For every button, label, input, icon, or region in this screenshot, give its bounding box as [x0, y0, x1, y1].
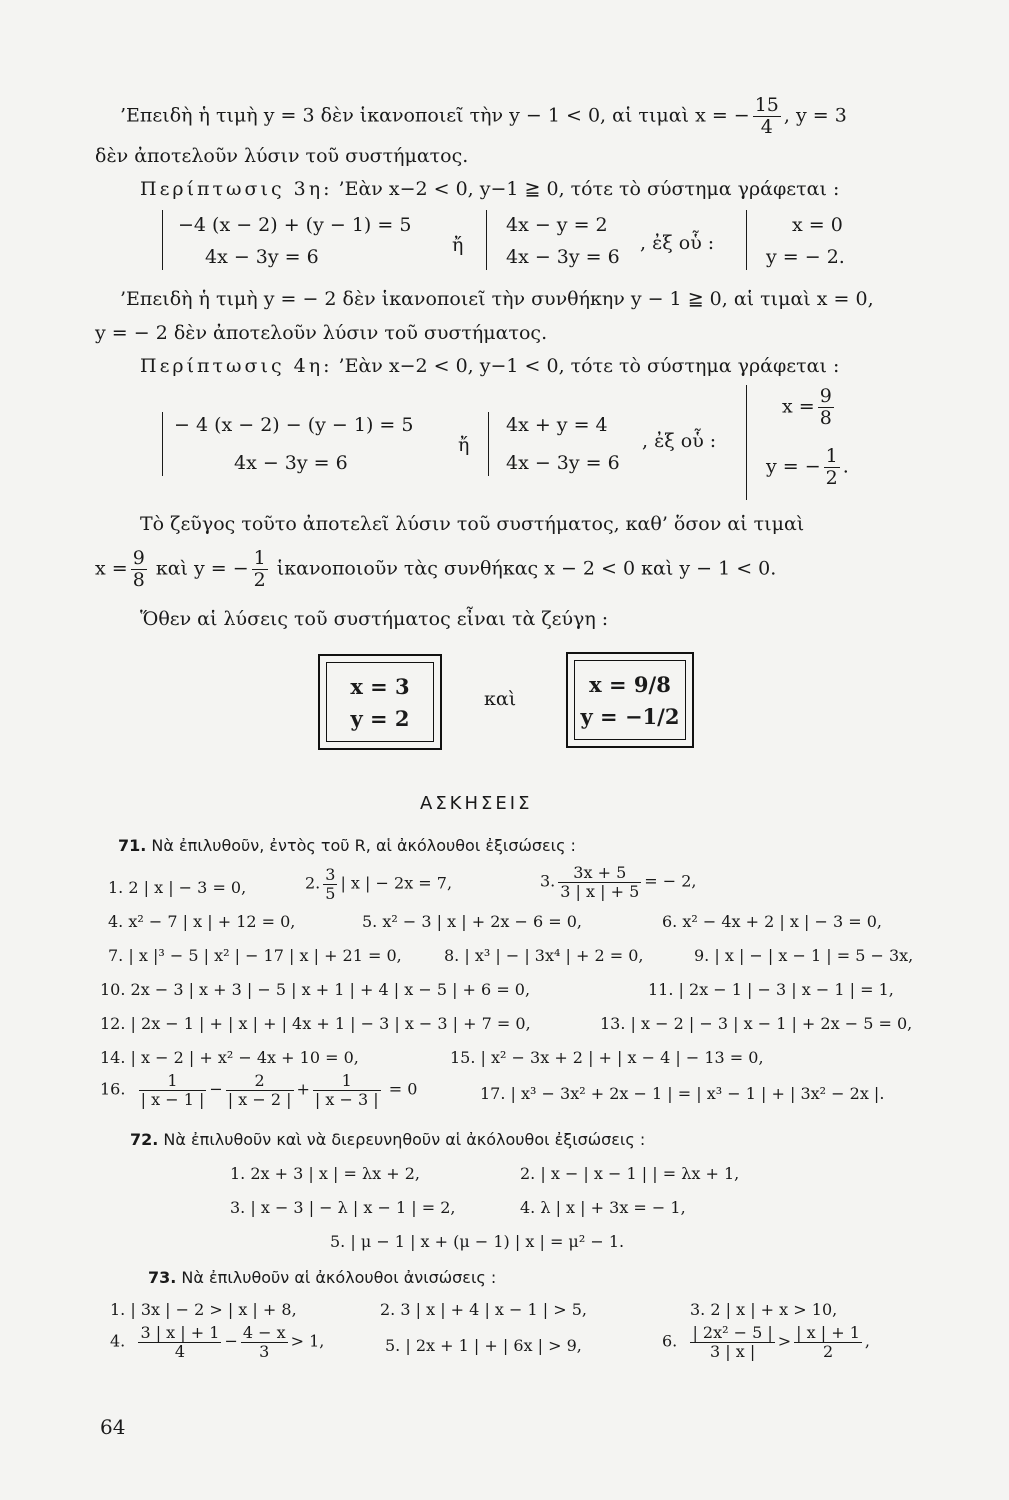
text: Νὰ ἐπιλυθοῦν αἱ ἀκόλουθοι ἀνισώσεις : — [176, 1268, 497, 1287]
text-line: ’Επειδὴ ἡ τιμὴ y = − 2 δὲν ἱκανοποιεῖ τὴν συνθήκην y − 1 ≧ 0, αἱ τιμαὶ x = 0, — [120, 288, 874, 310]
equation: 4x + y = 4 — [506, 414, 608, 436]
system-bar — [162, 210, 163, 270]
equation — [540, 864, 697, 900]
system-bar — [746, 210, 747, 270]
fraction: $\frac{4 - x}{3}$ — [242, 1323, 286, 1361]
fraction: $\frac{1}{2}$ — [825, 445, 838, 489]
text: = − 2, — [644, 871, 697, 891]
text: − — [224, 1331, 238, 1351]
text: x = — [95, 557, 128, 580]
text: y = − — [766, 455, 821, 478]
equation: −4 (x − 2) + (y − 1) = 5 — [178, 214, 412, 236]
solution-y — [766, 446, 849, 489]
case-label: Περίπτωσις 4η: — [140, 355, 333, 377]
text: Νὰ ἐπιλυθοῦν, ἐντὸς τοῦ R, αἱ ἀκόλουθοι ἐξισώσεις : — [146, 836, 576, 855]
text: > — [777, 1331, 792, 1351]
text: 6. — [662, 1331, 678, 1351]
text-line: y = − 2 δὲν ἀποτελοῦν λύσιν τοῦ συστήματος. — [95, 322, 548, 344]
equation: 4x − 3y = 6 — [506, 246, 620, 268]
text: καὶ y = − — [149, 557, 249, 580]
fraction: $\frac{1}{| x - 1 |}$ — [140, 1071, 205, 1109]
box-x: x = 3 — [350, 674, 410, 699]
text: + — [296, 1079, 310, 1099]
exercise-number: 73. — [148, 1268, 177, 1287]
text: > 1, — [290, 1331, 325, 1351]
equation: 4x − 3y = 6 — [506, 452, 620, 474]
equation: 5. x² − 3 | x | + 2x − 6 = 0, — [362, 912, 582, 931]
box-x: x = 9/8 — [589, 672, 671, 697]
system-bar — [162, 412, 163, 476]
equation: 5. | μ − 1 | x + (μ − 1) | x | = μ² − 1. — [330, 1232, 625, 1251]
exercise-73 — [148, 1268, 496, 1287]
equation: 11. | 2x − 1 | − 3 | x − 1 | = 1, — [648, 980, 894, 999]
text: 3. — [540, 871, 556, 891]
equation: 4x − y = 2 — [506, 214, 608, 236]
equation: 3. | x − 3 | − λ | x − 1 | = 2, — [230, 1198, 456, 1217]
fraction: $\frac{3 | x | + 1}{4}$ — [140, 1323, 220, 1361]
box-y: y = 2 — [350, 706, 410, 731]
fraction: $\frac{| x | + 1}{2}$ — [796, 1323, 860, 1361]
equation: 2. | x − | x − 1 | | = λx + 1, — [520, 1164, 740, 1183]
equation: 6. x² − 4x + 2 | x | − 3 = 0, — [662, 912, 882, 931]
fraction: $\frac{9}{8}$ — [132, 547, 145, 591]
text: ’Εὰν x−2 < 0, y−1 < 0, τότε τὸ σύστημα γράφεται : — [332, 355, 840, 377]
text-line: Τὸ ζεῦγος τοῦτο ἀποτελεῖ λύσιν τοῦ συστήματος, καθ’ ὅσον αἱ τιμαὶ — [140, 513, 805, 535]
equation: 15. | x² − 3x + 2 | + | x − 4 | − 13 = 0, — [450, 1048, 764, 1067]
case-heading — [140, 178, 839, 200]
case-label: Περίπτωσις 3η: — [140, 178, 333, 200]
inequality — [110, 1324, 324, 1360]
system-bar — [486, 210, 487, 270]
inequality: 5. | 2x + 1 | + | 6x | > 9, — [385, 1336, 582, 1355]
equation: 4x − 3y = 6 — [205, 246, 319, 268]
equation: 4. x² − 7 | x | + 12 = 0, — [108, 912, 296, 931]
text: 2. — [305, 873, 321, 893]
text: , y = 3 — [783, 104, 847, 127]
fraction: $\frac{2}{| x - 2 |}$ — [227, 1071, 292, 1109]
fraction: $\frac{9}{8}$ — [819, 385, 832, 429]
solution-x — [782, 386, 837, 429]
inequality: 2. 3 | x | + 4 | x − 1 | > 5, — [380, 1300, 588, 1319]
text: 4. — [110, 1331, 126, 1351]
text: , ἐξ οὗ : — [640, 232, 715, 254]
equation: 17. | x³ − 3x² + 2x − 1 | = | x³ − 1 | + | 3x² − 2x |. — [480, 1084, 885, 1103]
inequality: 1. | 3x | − 2 > | x | + 8, — [110, 1300, 297, 1319]
equation: 1. 2 | x | − 3 = 0, — [108, 878, 247, 897]
and-text: καὶ — [484, 688, 517, 710]
text: ’Επειδὴ ἡ τιμὴ y = 3 δὲν ἱκανοποιεῖ τὴν y − 1 < 0, αἱ τιμαὶ x = − — [120, 104, 750, 127]
text: = 0 — [388, 1079, 418, 1099]
text-line — [120, 95, 847, 138]
inequality — [662, 1324, 870, 1360]
page-number: 64 — [100, 1415, 126, 1439]
fraction: $\frac{1}{2}$ — [253, 547, 266, 591]
equation: 8. | x³ | − | 3x⁴ | + 2 = 0, — [444, 946, 644, 965]
equation: 12. | 2x − 1 | + | x | + | 4x + 1 | − 3 | x − 3 | + 7 = 0, — [100, 1014, 531, 1033]
fraction: $\frac{\text{| 2x² − 5 |}}{3 | x |}$ — [692, 1323, 773, 1361]
case-heading — [140, 355, 839, 377]
text-line: Ὅθεν αἱ λύσεις τοῦ συστήματος εἶναι τὰ ζεύγη : — [140, 608, 609, 630]
solution-box-1 — [318, 654, 442, 750]
period: . — [842, 455, 849, 478]
system-bar — [746, 385, 747, 500]
text: ’Εὰν x−2 < 0, y−1 ≧ 0, τότε τὸ σύστημα γράφεται : — [332, 178, 840, 200]
text: − — [209, 1079, 223, 1099]
solution-box-2 — [566, 652, 694, 748]
equation: y = − 2. — [766, 246, 845, 268]
text-line — [95, 548, 776, 591]
exercise-71 — [118, 836, 576, 855]
fraction: $\frac{1}{| x - 3 |}$ — [314, 1071, 379, 1109]
or-text: ἤ — [452, 234, 464, 256]
text: x = — [782, 395, 815, 418]
fraction: $\frac{3}{5}$ — [325, 865, 336, 903]
equation: 9. | x | − | x − 1 | = 5 − 3x, — [694, 946, 914, 965]
equation: 13. | x − 2 | − 3 | x − 1 | + 2x − 5 = 0, — [600, 1014, 913, 1033]
exercise-number: 72. — [130, 1130, 159, 1149]
text: Νὰ ἐπιλυθοῦν καὶ νὰ διερευνηθοῦν αἱ ἀκόλουθοι ἐξισώσεις : — [158, 1130, 646, 1149]
text: | x | − 2x = 7, — [340, 873, 453, 893]
equation — [305, 866, 452, 902]
exercise-number: 71. — [118, 836, 147, 855]
equation: 4. λ | x | + 3x = − 1, — [520, 1198, 686, 1217]
equation: x = 0 — [792, 214, 843, 236]
system-bar — [488, 412, 489, 476]
fraction: $\frac{15}{4}$ — [754, 94, 779, 138]
equation: − 4 (x − 2) − (y − 1) = 5 — [174, 414, 414, 436]
equation: 10. 2x − 3 | x + 3 | − 5 | x + 1 | + 4 | x − 5 | + 6 = 0, — [100, 980, 531, 999]
fraction: $\frac{3x + 5}{3 | x | + 5}$ — [560, 863, 640, 901]
text-line: δὲν ἀποτελοῦν λύσιν τοῦ συστήματος. — [95, 145, 469, 167]
equation: 14. | x − 2 | + x² − 4x + 10 = 0, — [100, 1048, 359, 1067]
inequality: 3. 2 | x | + x > 10, — [690, 1300, 838, 1319]
box-y: y = −1/2 — [580, 704, 680, 729]
equation — [100, 1072, 417, 1108]
text: ἱκανοποιοῦν τὰς συνθήκας x − 2 < 0 καὶ y − 1 < 0. — [270, 557, 777, 580]
text: 16. — [100, 1079, 126, 1099]
text: , — [864, 1331, 870, 1351]
section-heading: ΑΣΚΗΣΕΙΣ — [420, 793, 533, 814]
equation: 4x − 3y = 6 — [234, 452, 348, 474]
exercise-72 — [130, 1130, 645, 1149]
equation: 1. 2x + 3 | x | = λx + 2, — [230, 1164, 420, 1183]
text: , ἐξ οὗ : — [642, 430, 717, 452]
equation: 7. | x |³ − 5 | x² | − 17 | x | + 21 = 0, — [108, 946, 402, 965]
or-text: ἤ — [458, 434, 470, 456]
